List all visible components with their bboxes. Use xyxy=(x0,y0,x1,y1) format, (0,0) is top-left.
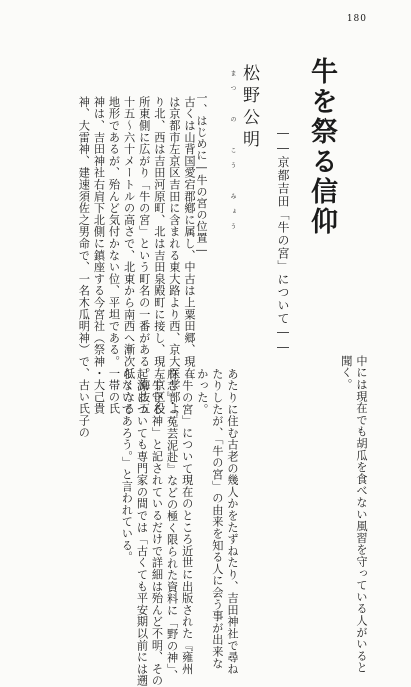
body-line: らないであろう。」と言われている。 xyxy=(120,368,134,563)
lower-right-text xyxy=(339,355,369,674)
body-line: 府志』・『菟芸泥赴』などの極く限られた資料に「野の神」、 xyxy=(165,368,179,682)
body-line: 古くは山背国愛宕郡鄕に属し、中古は上粟田郷、現在 xyxy=(183,96,196,380)
article-title: 牛を祭る信仰 xyxy=(306,57,337,237)
body-line: 中には現在でも胡瓜を食べない風習を守っている人がいると xyxy=(355,355,368,674)
body-line: り北、西は吉田河原町、北は吉田泉殿町に接し、現左京区役 xyxy=(152,96,166,415)
section-heading: 一、はじめに―牛の宮の位置― xyxy=(195,92,208,257)
body-line: かった。 xyxy=(195,368,209,416)
body-line: あたりに住む古老の幾人かをたずねたり、吉田神社で尋ね xyxy=(226,368,239,675)
body-line: 神、大雷神、建速須佐之男命で、一名木瓜明神）で、古い氏子の xyxy=(77,96,91,439)
body-line: たりしたが、「牛の宮」の由来を知る人に会う事が出来な xyxy=(210,368,224,670)
page-number: 180 xyxy=(346,14,367,24)
author-name: 松野公明 xyxy=(239,64,259,152)
author-ruby: まつ の こう みょう xyxy=(229,70,236,238)
article-subtitle: ――京都吉田「牛の宮」について―― xyxy=(276,126,290,355)
body-line: は京都市左京区吉田に含まれる東大路より西、京大医学部よ xyxy=(167,96,181,415)
body-line: 神は、吉田神社右肩下北側に鎮座する今宮社（祭神・大己貴 xyxy=(92,96,106,415)
lower-left-text xyxy=(119,368,240,687)
body-line: 「牛の宮」について現在のところ近世に出版された『雍州 xyxy=(180,368,194,675)
body-line: 十五～六十メートルの高さで、北東から南西へ漸次低くなる xyxy=(122,96,136,415)
body-line: 起源についても専門家の間では「古くても平安期以前には遡 xyxy=(135,368,149,687)
body-line: 所東側に広がり「牛の宮」という町名の一番がある。海抜五 xyxy=(137,96,151,415)
body-line: 「牛守る神」と記されているだけで詳細は殆んど不明、その xyxy=(150,368,164,687)
body-line: 聞く。 xyxy=(339,355,353,391)
body-line: 地形であるが、殆んど気付かない位、平坦である。一帯の氏 xyxy=(107,96,121,415)
upper-body-text xyxy=(76,96,197,439)
